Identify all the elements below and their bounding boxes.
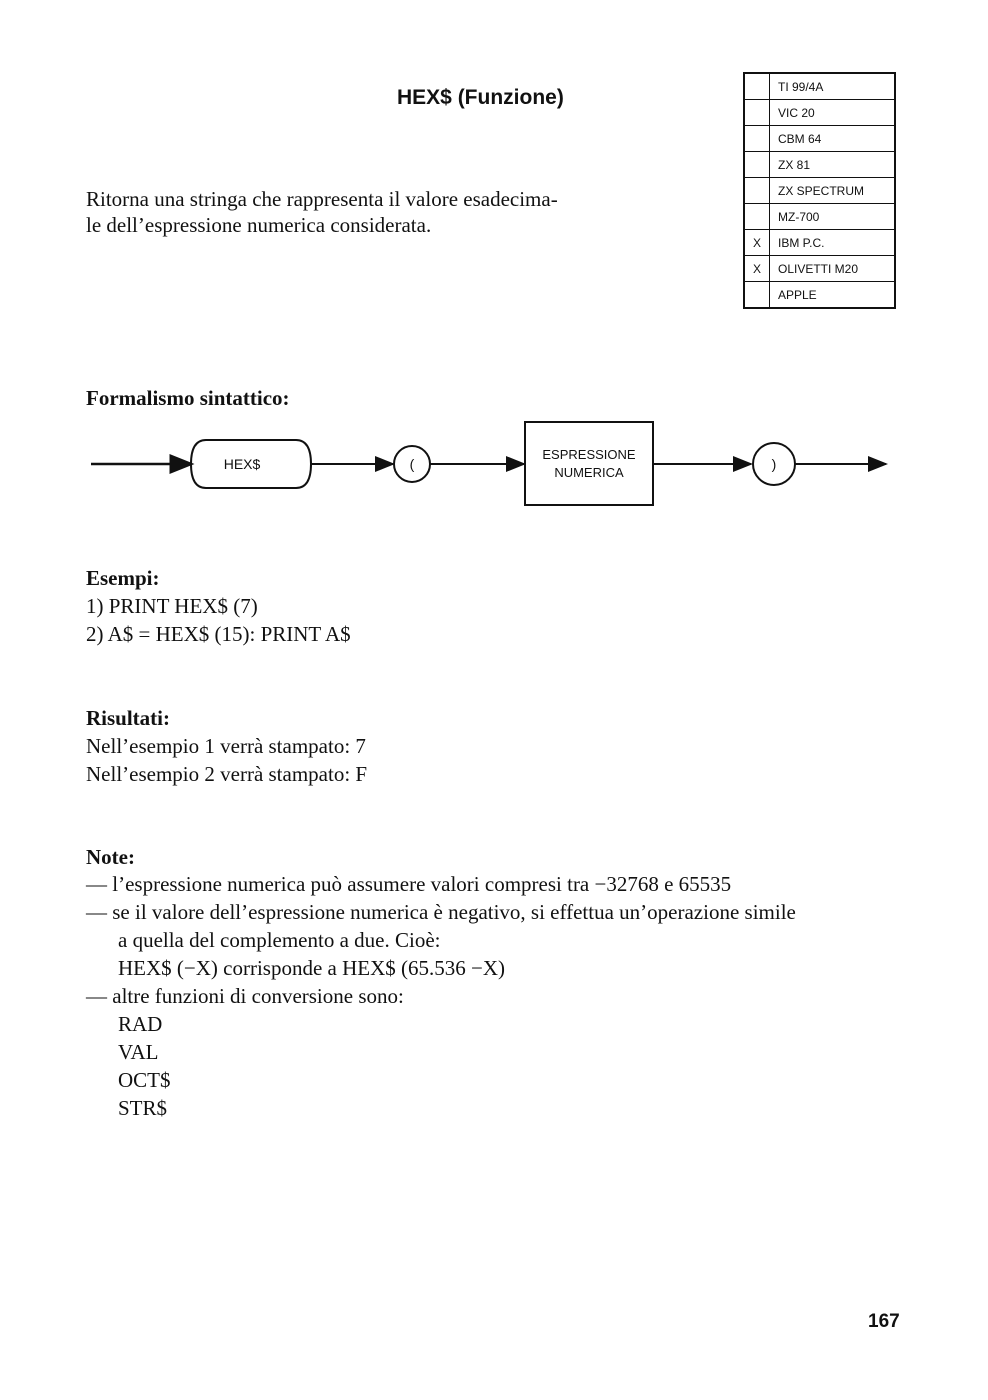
compat-system: CBM 64 bbox=[770, 126, 896, 152]
note-line: HEX$ (−X) corrisponde a HEX$ (65.536 −X) bbox=[118, 956, 506, 980]
compat-system: OLIVETTI M20 bbox=[770, 256, 896, 282]
compat-system: VIC 20 bbox=[770, 100, 896, 126]
note-line: RAD bbox=[118, 1012, 163, 1036]
expression-box bbox=[525, 422, 653, 505]
intro-paragraph bbox=[86, 186, 666, 238]
example-item: 2) A$ = HEX$ (15): PRINT A$ bbox=[86, 622, 351, 646]
examples-heading: Esempi: bbox=[86, 566, 160, 590]
compat-row bbox=[744, 204, 895, 230]
compat-mark bbox=[744, 126, 770, 152]
expression-label: NUMERICA bbox=[554, 465, 624, 480]
note-line: — se il valore dell’espressione numerica è negativo, si effettua un’operazione simile bbox=[86, 900, 796, 924]
compat-mark bbox=[744, 100, 770, 126]
compat-row bbox=[744, 152, 895, 178]
compat-system: TI 99/4A bbox=[770, 73, 896, 100]
compat-mark: X bbox=[744, 256, 770, 282]
syntax-diagram bbox=[86, 418, 896, 513]
results-heading: Risultati: bbox=[86, 706, 170, 730]
compat-row bbox=[744, 100, 895, 126]
note-line: — altre funzioni di conversione sono: bbox=[86, 984, 404, 1008]
page-number: 167 bbox=[868, 1311, 900, 1332]
example-item: 1) PRINT HEX$ (7) bbox=[86, 594, 258, 618]
page-title: HEX$ (Funzione) bbox=[397, 86, 564, 109]
examples-list bbox=[86, 592, 351, 648]
result-item: Nell’esempio 2 verrà stampato: F bbox=[86, 762, 368, 786]
compat-system: IBM P.C. bbox=[770, 230, 896, 256]
syntax-heading: Formalismo sintattico: bbox=[86, 386, 290, 410]
results-list bbox=[86, 732, 367, 788]
compat-row bbox=[744, 230, 895, 256]
note-line: STR$ bbox=[118, 1096, 168, 1120]
compat-system: APPLE bbox=[770, 282, 896, 309]
compat-system: ZX SPECTRUM bbox=[770, 178, 896, 204]
compat-row bbox=[744, 73, 895, 100]
compat-row bbox=[744, 126, 895, 152]
note-line: a quella del complemento a due. Cioè: bbox=[118, 928, 441, 952]
result-item: Nell’esempio 1 verrà stampato: 7 bbox=[86, 734, 366, 758]
compat-mark bbox=[744, 152, 770, 178]
intro-line: le dell’espressione numerica considerata. bbox=[86, 213, 432, 237]
compatibility-table bbox=[743, 72, 896, 309]
compat-system: MZ-700 bbox=[770, 204, 896, 230]
notes-heading: Note: bbox=[86, 845, 135, 869]
note-line: — l’espressione numerica può assumere valori compresi tra −32768 e 65535 bbox=[86, 872, 732, 896]
compat-mark bbox=[744, 178, 770, 204]
compat-system: ZX 81 bbox=[770, 152, 896, 178]
compat-mark: X bbox=[744, 230, 770, 256]
notes-list bbox=[86, 870, 796, 1122]
compat-row bbox=[744, 282, 895, 309]
close-paren-label: ) bbox=[771, 456, 777, 472]
compat-row bbox=[744, 178, 895, 204]
expression-label: ESPRESSIONE bbox=[542, 447, 636, 462]
keyword-label: HEX$ bbox=[223, 456, 261, 472]
note-line: OCT$ bbox=[118, 1068, 171, 1092]
compat-mark bbox=[744, 204, 770, 230]
note-line: VAL bbox=[118, 1040, 159, 1064]
compat-mark bbox=[744, 73, 770, 100]
intro-line: Ritorna una stringa che rappresenta il valore esadecima- bbox=[86, 187, 558, 211]
open-paren-label: ( bbox=[409, 456, 415, 472]
compat-mark bbox=[744, 282, 770, 309]
compat-row bbox=[744, 256, 895, 282]
